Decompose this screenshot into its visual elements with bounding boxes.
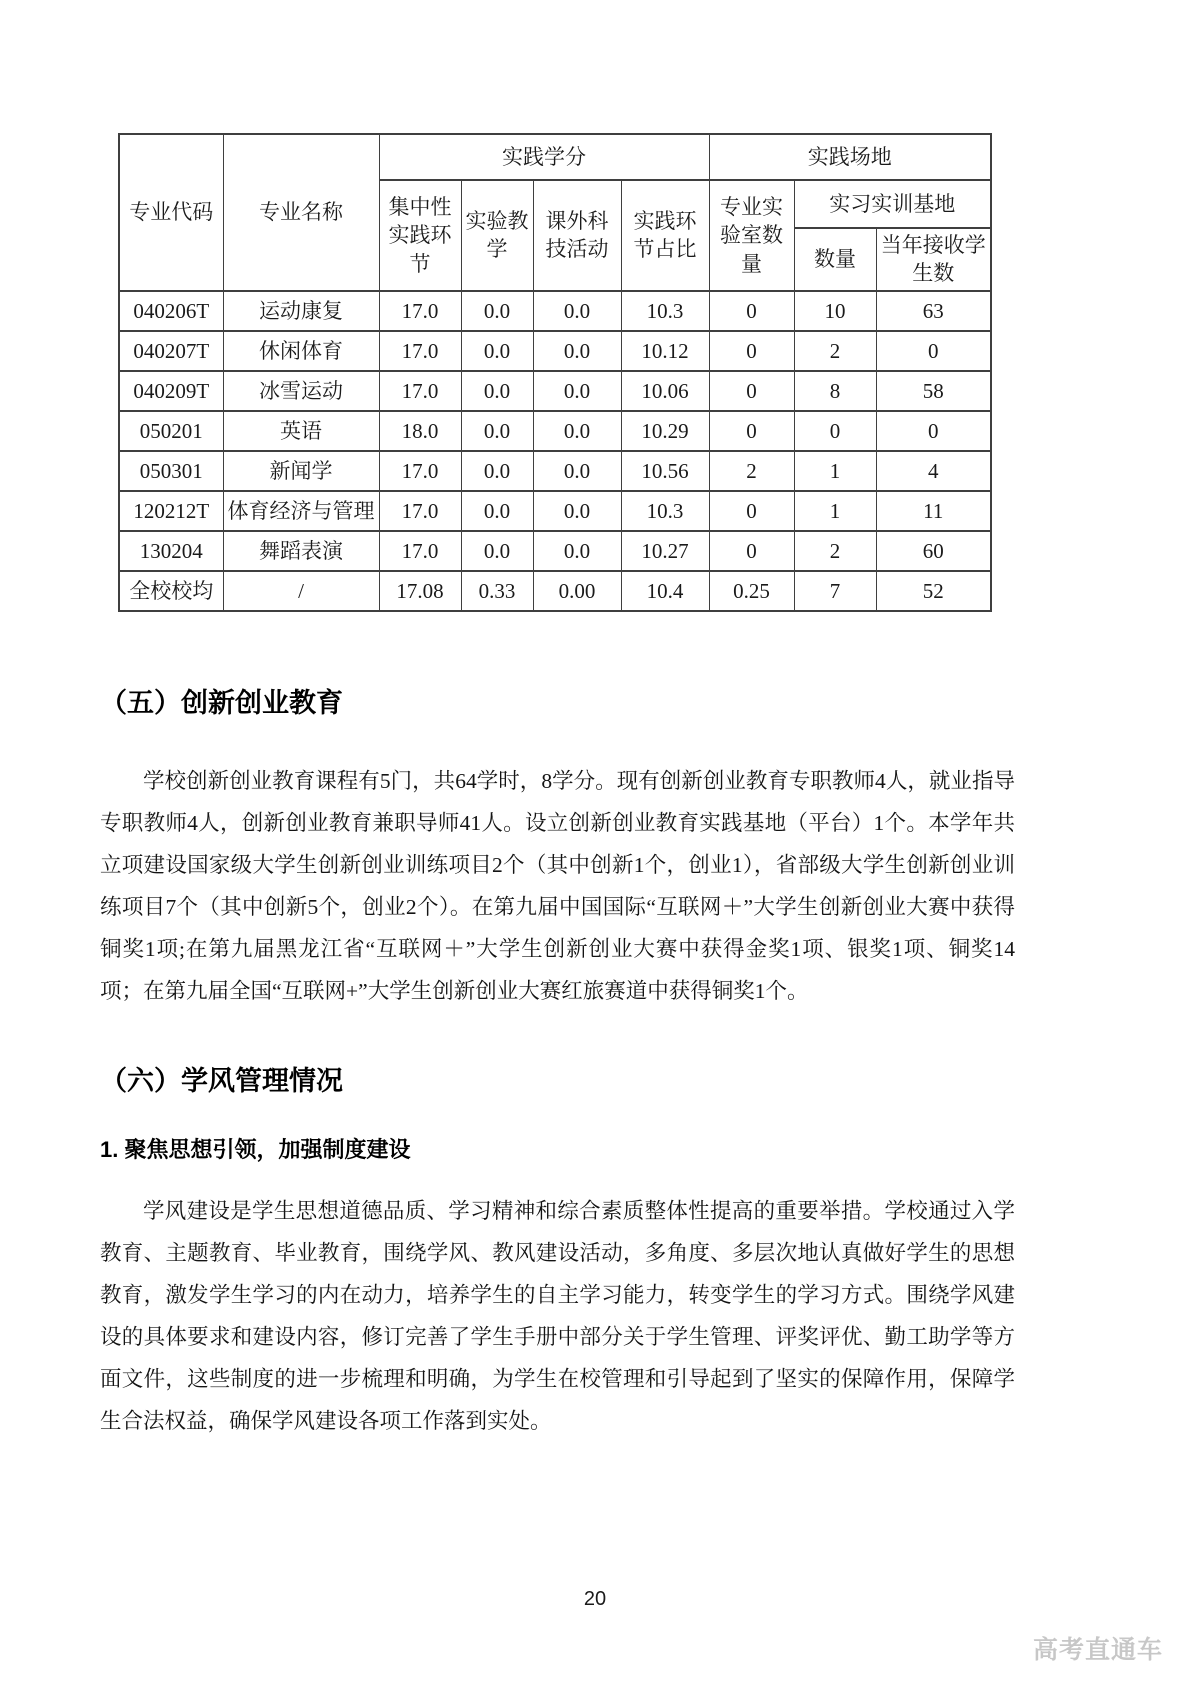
header-group-practice-sites: 实践场地 — [709, 134, 991, 180]
table-cell: 10 — [794, 291, 876, 331]
table-cell: 0 — [709, 491, 794, 531]
table-cell: 10.56 — [621, 451, 709, 491]
table-cell: 8 — [794, 371, 876, 411]
table-cell: 17.08 — [379, 571, 461, 611]
section-6-subheading: 1. 聚焦思想引领，加强制度建设 — [100, 1136, 411, 1162]
table-cell: 7 — [794, 571, 876, 611]
practice-credits-table — [118, 133, 992, 612]
major-name-cell: 英语 — [223, 411, 379, 451]
table-cell: 17.0 — [379, 451, 461, 491]
table-cell: 0 — [709, 331, 794, 371]
table-cell: 60 — [876, 531, 991, 571]
table-cell: 0.0 — [533, 411, 621, 451]
header-major-lab-count: 专业实验室数量 — [709, 180, 794, 291]
major-name-cell: 舞蹈表演 — [223, 531, 379, 571]
table-cell: 10.29 — [621, 411, 709, 451]
major-name-cell: 运动康复 — [223, 291, 379, 331]
table-cell: 17.0 — [379, 531, 461, 571]
major-code-cell: 全校校均 — [119, 571, 223, 611]
table-cell: 0.0 — [461, 531, 533, 571]
table-cell: 0.0 — [461, 331, 533, 371]
table-cell: 2 — [709, 451, 794, 491]
header-major-name: 专业名称 — [223, 134, 379, 291]
major-name-cell: 休闲体育 — [223, 331, 379, 371]
major-code-cell: 040206T — [119, 291, 223, 331]
table-cell: 17.0 — [379, 331, 461, 371]
table-cell: 17.0 — [379, 371, 461, 411]
major-name-cell: 新闻学 — [223, 451, 379, 491]
table-row — [119, 291, 991, 331]
table-row — [119, 411, 991, 451]
major-code-cell: 040207T — [119, 331, 223, 371]
table-cell: 4 — [876, 451, 991, 491]
table-cell: 0.0 — [533, 451, 621, 491]
table-cell: 0.0 — [461, 411, 533, 451]
table-cell: 10.3 — [621, 491, 709, 531]
table-cell: 0 — [709, 411, 794, 451]
major-code-cell: 120212T — [119, 491, 223, 531]
page-number: 20 — [583, 1588, 607, 1610]
major-name-cell: 冰雪运动 — [223, 371, 379, 411]
section-6-paragraph: 学风建设是学生思想道德品质、学习精神和综合素质整体性提高的重要举措。学校通过入学教育、主题教育、毕业教育，围绕学风、教风建设活动，多角度、多层次地认真做好学生的思想教育，激发学生学习的内在动力，培养学生的自主学习能力，转变学生的学习方式。围绕学风建设的具体要求和建设内容，修订完善了学生手册中部分关于学生管理、评奖评优、勤工助学等方面文件，这些制度的进一步梳理和明确，为学生在校管理和引导起到了坚实的保障作用，保障学生合法权益，确保学风建设各项工作落到实处。 — [100, 1198, 1015, 1433]
major-code-cell: 040209T — [119, 371, 223, 411]
table-cell: 10.06 — [621, 371, 709, 411]
header-extracurricular-sci-tech: 课外科技活动 — [533, 180, 621, 291]
major-name-cell: / — [223, 571, 379, 611]
table-cell: 10.12 — [621, 331, 709, 371]
page-content — [100, 133, 1015, 1442]
table-cell: 11 — [876, 491, 991, 531]
table-cell: 10.4 — [621, 571, 709, 611]
section-5-paragraph: 学校创新创业教育课程有5门，共64学时，8学分。现有创新创业教育专职教师4人，就业指导专职教师4人，创新创业教育兼职导师41人。设立创新创业教育实践基地（平台）1个。本学年共立项建设国家级大学生创新创业训练项目2个（其中创新1个，创业1），省部级大学生创新创业训练项目7个（其中创新5个，创业2个）。在第九届中国国际“互联网＋”大学生创新创业大赛中获得铜奖1项;在第九届黑龙江省“互联网＋”大学生创新创业大赛中获得金奖1项、银奖1项、铜奖14项；在第九届全国“互联网+”大学生创新创业大赛红旅赛道中获得铜奖1个。 — [100, 768, 1015, 1003]
table-cell: 58 — [876, 371, 991, 411]
table-cell: 18.0 — [379, 411, 461, 451]
table-row — [119, 331, 991, 371]
table-row — [119, 451, 991, 491]
table-cell: 0.0 — [461, 451, 533, 491]
table-cell: 0.0 — [461, 491, 533, 531]
table-cell: 0 — [876, 411, 991, 451]
major-code-cell: 130204 — [119, 531, 223, 571]
table-cell: 0 — [709, 371, 794, 411]
header-major-code: 专业代码 — [119, 134, 223, 291]
table-cell: 0.0 — [533, 331, 621, 371]
table-cell: 0 — [794, 411, 876, 451]
header-students-received: 当年接收学生数 — [876, 228, 991, 291]
header-base-count: 数量 — [794, 228, 876, 291]
table-cell: 0 — [709, 291, 794, 331]
header-concentrated-practice: 集中性实践环节 — [379, 180, 461, 291]
table-cell: 17.0 — [379, 291, 461, 331]
table-cell: 1 — [794, 491, 876, 531]
table-cell: 0.00 — [533, 571, 621, 611]
table-cell: 10.27 — [621, 531, 709, 571]
table-row — [119, 531, 991, 571]
table-row — [119, 491, 991, 531]
section-5-heading: （五）创新创业教育 — [100, 687, 343, 718]
header-practice-ratio: 实践环节占比 — [621, 180, 709, 291]
table-row — [119, 371, 991, 411]
header-experiment-teaching: 实验教学 — [461, 180, 533, 291]
table-cell: 0.0 — [461, 291, 533, 331]
table-cell: 17.0 — [379, 491, 461, 531]
table-cell: 0.0 — [533, 291, 621, 331]
table-cell: 10.3 — [621, 291, 709, 331]
table-cell: 1 — [794, 451, 876, 491]
table-cell: 2 — [794, 331, 876, 371]
major-code-cell: 050201 — [119, 411, 223, 451]
table-cell: 52 — [876, 571, 991, 611]
section-6-heading: （六）学风管理情况 — [100, 1065, 343, 1096]
header-group-training-base: 实习实训基地 — [794, 180, 991, 228]
major-name-cell: 体育经济与管理 — [223, 491, 379, 531]
table-cell: 0 — [709, 531, 794, 571]
table-cell: 0.0 — [533, 491, 621, 531]
table-cell: 0.0 — [461, 371, 533, 411]
table-cell: 0.25 — [709, 571, 794, 611]
watermark: 高考直通车 — [1032, 1636, 1163, 1664]
major-code-cell: 050301 — [119, 451, 223, 491]
table-cell: 2 — [794, 531, 876, 571]
table-cell: 0.0 — [533, 371, 621, 411]
table-cell: 0.0 — [533, 531, 621, 571]
table-row-average — [119, 571, 991, 611]
header-group-practice-credits: 实践学分 — [379, 134, 709, 180]
table-cell: 0.33 — [461, 571, 533, 611]
table-cell: 63 — [876, 291, 991, 331]
table-cell: 0 — [876, 331, 991, 371]
